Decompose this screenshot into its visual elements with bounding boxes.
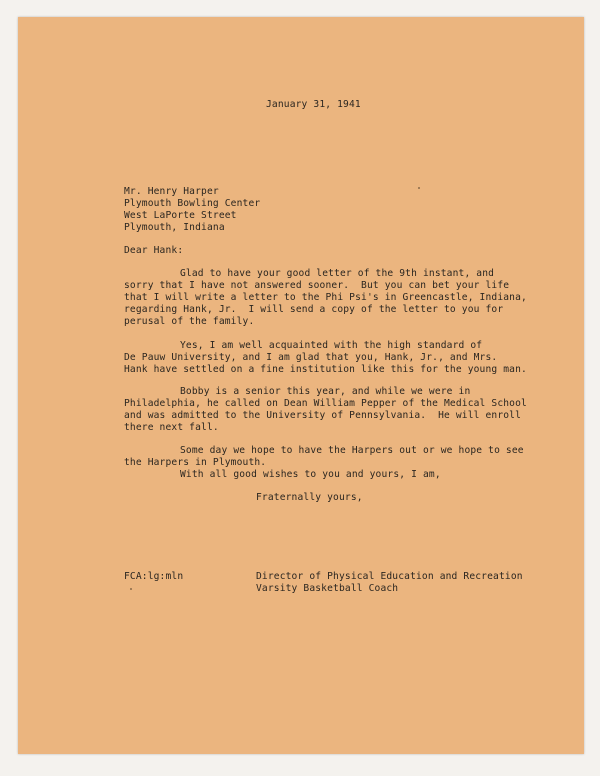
address-line: Mr. Henry Harper [124,186,219,197]
reference-initials: FCA:lg:mln [124,571,184,582]
paragraph-1-line: sorry that I have not answered sooner. But you can bet your life [124,280,510,291]
letter-date: January 31, 1941 [266,99,361,110]
paragraph-1-line: that I will write a letter to the Phi Psi's in Greencastle, Indiana, [124,292,527,303]
paragraph-3-line: and was admitted to the University of Pennsylvania. He will enroll [124,410,522,421]
closing: Fraternally yours, [256,492,363,503]
paragraph-1-line: perusal of the family. [124,316,255,327]
paragraph-5-line: With all good wishes to you and yours, I am, [180,469,441,480]
paragraph-4-line: the Harpers in Plymouth. [124,457,267,468]
paragraph-3-line: Bobby is a senior this year, and while we were in [180,386,471,397]
salutation: Dear Hank: [124,245,184,256]
paragraph-3-line: there next fall. [124,422,219,433]
address-line: Plymouth, Indiana [124,222,225,233]
paper-speck [130,588,132,590]
address-line: West LaPorte Street [124,210,237,221]
signature-title-line: Varsity Basketball Coach [256,583,399,594]
paragraph-1-line: regarding Hank, Jr. I will send a copy of the letter to you for [124,304,504,315]
paragraph-3-line: Philadelphia, he called on Dean William Pepper of the Medical School [124,398,527,409]
paragraph-2-line: De Pauw University, and I am glad that you, Hank, Jr., and Mrs. [124,352,498,363]
paragraph-2-line: Hank have settled on a fine institution like this for the young man. [124,364,527,375]
paragraph-2-line: Yes, I am well acquainted with the high standard of [180,340,483,351]
paragraph-1-line: Glad to have your good letter of the 9th instant, and [180,268,495,279]
address-line: Plymouth Bowling Center [124,198,261,209]
paragraph-4-line: Some day we hope to have the Harpers out or we hope to see [180,445,524,456]
paper-speck [418,187,420,189]
signature-title-line: Director of Physical Education and Recreation [256,571,523,582]
